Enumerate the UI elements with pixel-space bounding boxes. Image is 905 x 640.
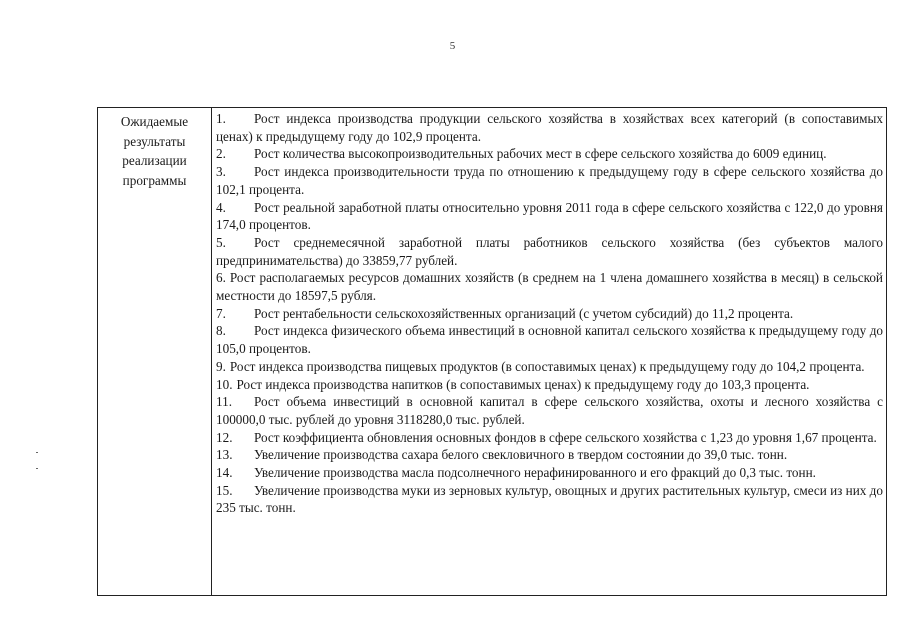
result-text: Рост объема инвестиций в основной капитал в сфере сельского хозяйства, охоты и лесного хозяйства с 100000,0 тыс. рублей до уровня 3118280,0 тыс. рублей. (216, 394, 883, 427)
results-list (216, 108, 883, 595)
result-text: Рост индекса производительности труда по отношению к предыдущему году в сфере сельского хозяйства до 102,1 процента. (216, 164, 883, 197)
result-text: Увеличение производства сахара белого свекловичного в твердом состоянии до 39,0 тыс. тонн. (254, 447, 788, 463)
result-item (216, 393, 883, 428)
result-text: Рост индекса физического объема инвестиций в основной капитал сельского хозяйства к предыдущему году до 105,0 процентов. (216, 323, 883, 357)
result-item (216, 145, 883, 163)
result-text: Рост количества высокопроизводительных рабочих мест в сфере сельского хозяйства до 6009 единиц. (254, 146, 827, 162)
section-label-line: программы (122, 172, 187, 188)
page-number: 5 (449, 40, 456, 52)
result-item (216, 376, 883, 394)
result-text: Рост индекса производства пищевых продуктов (в сопоставимых ценах) к предыдущему году до 104,2 процента. (229, 358, 865, 374)
result-text: Увеличение производства масла подсолнечного нерафинированного и его фракций до 0,3 тыс. тонн. (254, 465, 816, 481)
result-number: 8. (216, 323, 226, 339)
result-number: 11. (216, 394, 232, 410)
result-item (216, 234, 883, 269)
result-number: 12. (216, 429, 233, 445)
result-number: 14. (216, 465, 233, 481)
result-number: 5. (216, 234, 226, 250)
result-number: 6. (216, 270, 226, 286)
result-item (216, 163, 883, 198)
result-item (216, 199, 883, 234)
result-text: Рост рентабельности сельскохозяйственных организаций (с учетом субсидий) до 11,2 процента. (254, 305, 794, 321)
result-item (216, 269, 883, 304)
result-text: Рост располагаемых ресурсов домашних хозяйств (в среднем на 1 члена домашнего хозяйства в месяц) в сельской местности до 18597,5 рубля. (216, 270, 883, 304)
result-text: Рост индекса производства продукции сельского хозяйства в хозяйствах всех категорий (в сопоставимых ценах) к предыдущему году до 102,9 процента. (216, 111, 883, 144)
result-number: 13. (216, 447, 233, 463)
section-label-cell (98, 108, 212, 595)
result-text: Рост коэффициента обновления основных фондов в сфере сельского хозяйства с 1,23 до уровня 1,67 процента. (254, 429, 877, 445)
result-item (216, 464, 883, 482)
result-item (216, 446, 883, 464)
result-number: 1. (216, 111, 226, 126)
result-number: 7. (216, 305, 226, 321)
result-item (216, 482, 883, 517)
result-item (216, 429, 883, 447)
result-text: Увеличение производства муки из зерновых культур, овощных и других растительных культур, смеси из них до 235 тыс. тонн. (216, 482, 883, 516)
results-table (97, 107, 887, 596)
result-number: 9. (216, 358, 226, 374)
result-number: 10. (216, 376, 233, 392)
result-text: Рост среднемесячной заработной платы работников сельского хозяйства (без субъектов малого предпринимательства) до 33859,77 рублей. (216, 234, 883, 268)
margin-mark (36, 452, 38, 453)
section-label-line: реализации (122, 153, 187, 168)
result-number: 15. (216, 482, 233, 498)
section-label-line: результаты (123, 133, 186, 149)
result-number: 2. (216, 146, 226, 162)
result-text: Рост индекса производства напитков (в сопоставимых ценах) к предыдущему году до 103,3 процента. (236, 376, 810, 392)
result-item (216, 305, 883, 323)
result-item (216, 322, 883, 357)
margin-mark (36, 468, 38, 469)
result-number: 3. (216, 164, 226, 180)
section-label-line: Ожидаемые (120, 114, 189, 129)
result-item (216, 358, 883, 376)
result-number: 4. (216, 199, 226, 215)
result-item (216, 110, 883, 145)
result-text: Рост реальной заработной платы относительно уровня 2011 года в сфере сельского хозяйства с 122,0 до уровня 174,0 процентов. (216, 199, 883, 233)
